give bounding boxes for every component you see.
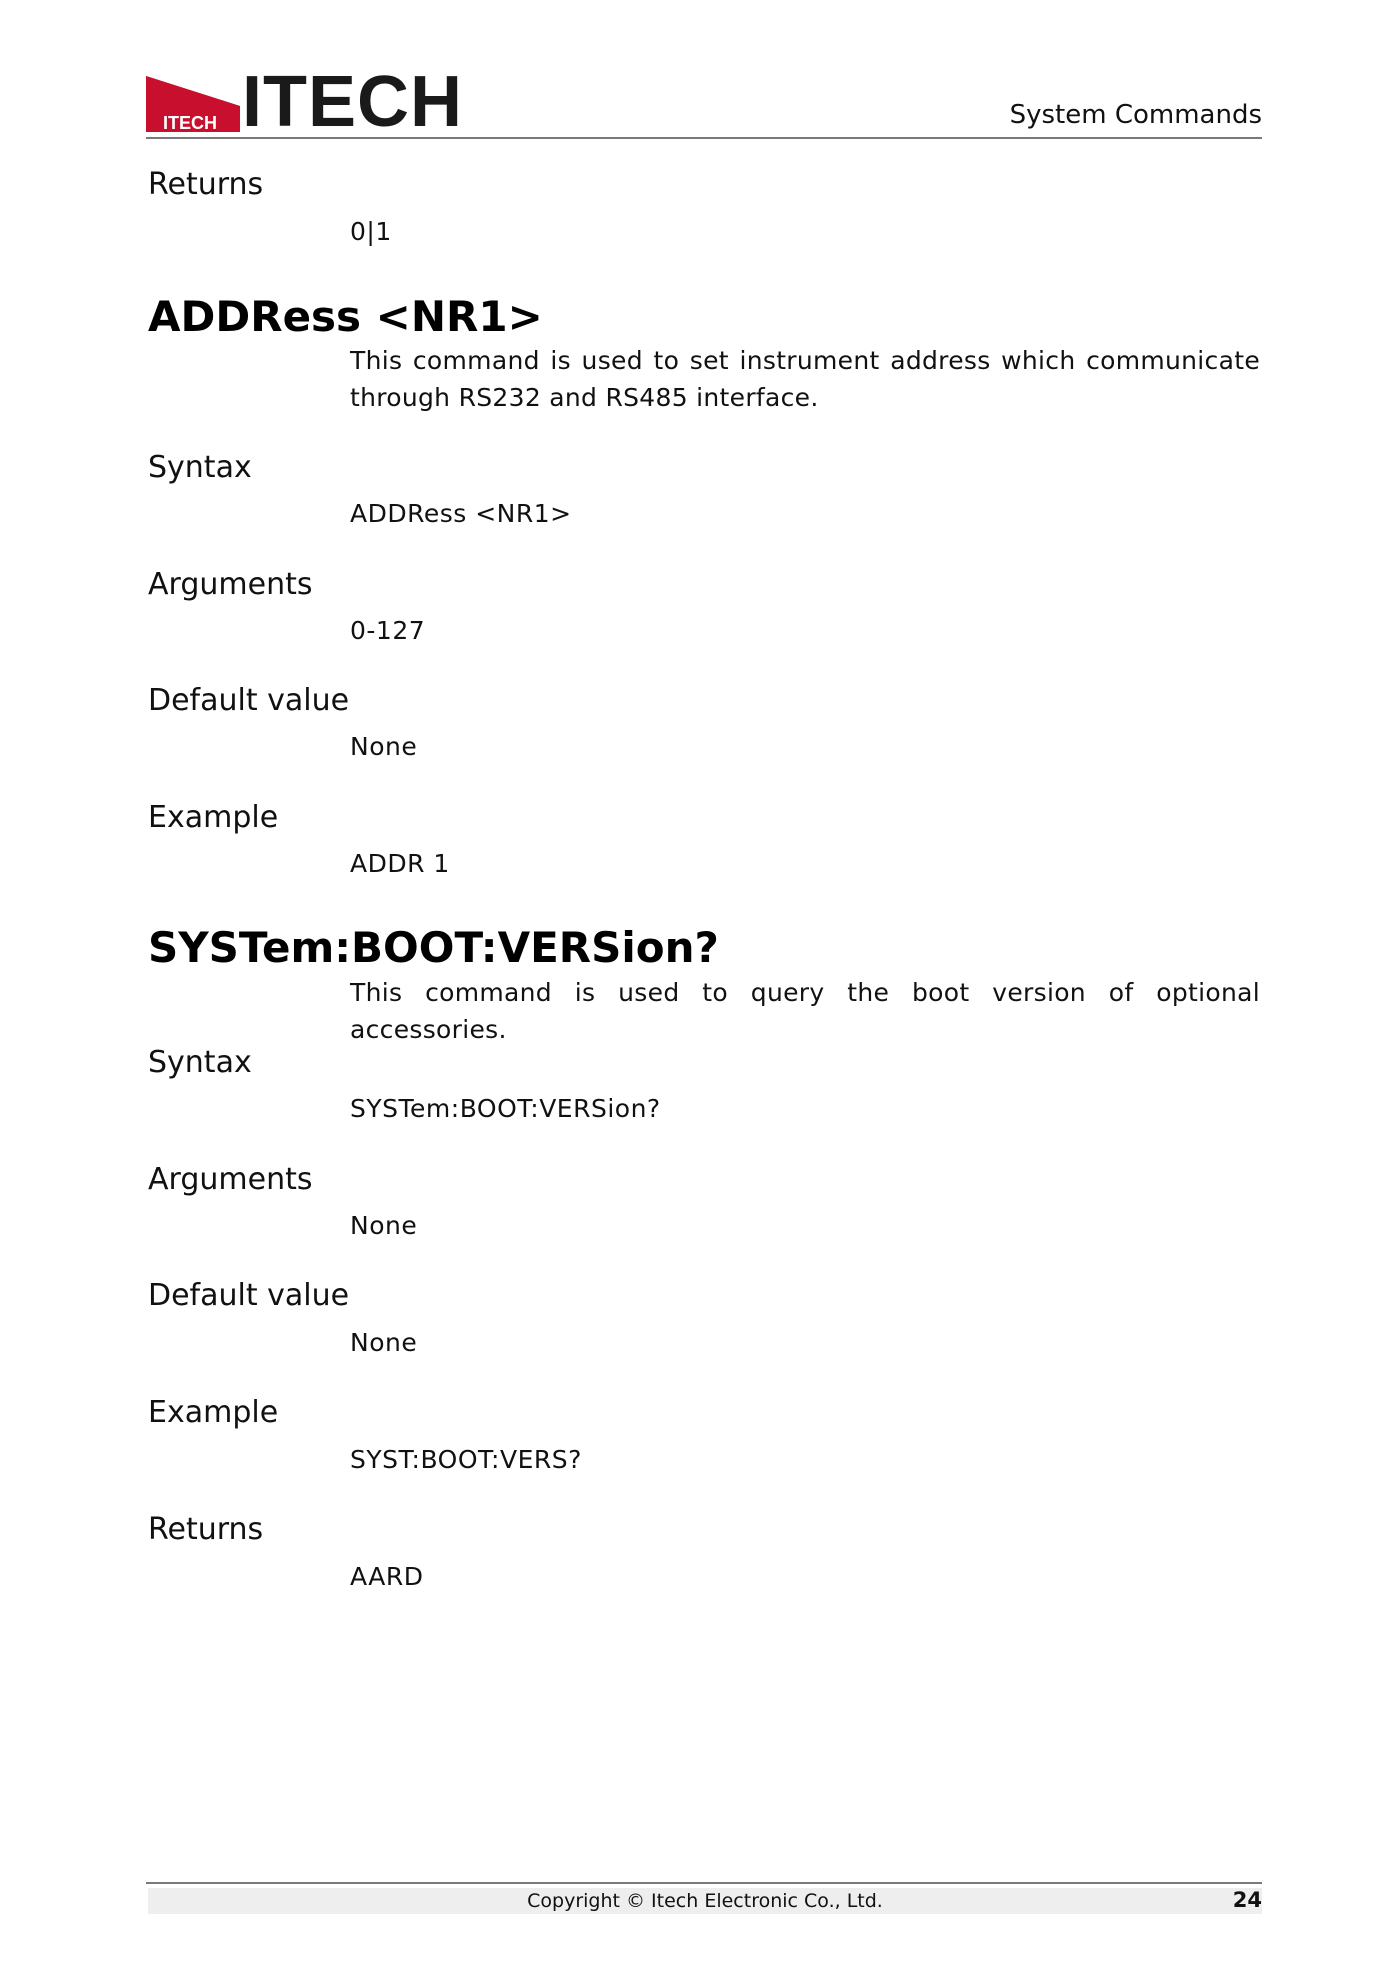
example-value: SYST:BOOT:VERS? xyxy=(350,1445,582,1474)
logo-small-text: ITECH xyxy=(163,113,217,132)
itech-logo-mark-icon xyxy=(146,76,240,132)
returns-value: 0|1 xyxy=(350,217,392,246)
header-divider xyxy=(146,137,1262,139)
default-value: None xyxy=(350,732,418,761)
arguments-value: 0-127 xyxy=(350,616,426,645)
syntax-label: Syntax xyxy=(148,450,252,485)
command-title: ADDRess <NR1> xyxy=(148,292,543,341)
syntax-value: SYSTem:BOOT:VERSion? xyxy=(350,1094,661,1123)
footer-copyright: Copyright © Itech Electronic Co., Ltd. xyxy=(527,1890,883,1912)
command-description: This command is used to set instrument address which communicate through RS232 and RS485 interface. xyxy=(350,346,1260,412)
example-label: Example xyxy=(148,1395,279,1430)
syntax-value: ADDRess <NR1> xyxy=(350,499,572,528)
footer-divider xyxy=(146,1882,1262,1884)
page-number: 24 xyxy=(1232,1888,1262,1912)
default-value-label: Default value xyxy=(148,683,350,718)
syntax-label: Syntax xyxy=(148,1045,252,1080)
default-value: None xyxy=(350,1328,418,1357)
command-description: This command is used to query the boot version of optional accessories. xyxy=(350,978,1260,1044)
returns-label: Returns xyxy=(148,1512,264,1547)
arguments-label: Arguments xyxy=(148,567,313,602)
default-value-label: Default value xyxy=(148,1278,350,1313)
returns-value: AARD xyxy=(350,1562,424,1591)
returns-label: Returns xyxy=(148,167,264,202)
logo-wordmark: ITECH xyxy=(242,62,463,142)
command-title: SYSTem:BOOT:VERSion? xyxy=(148,923,719,972)
arguments-label: Arguments xyxy=(148,1162,313,1197)
example-value: ADDR 1 xyxy=(350,849,450,878)
page-header xyxy=(146,62,1262,142)
arguments-value: None xyxy=(350,1211,418,1240)
example-label: Example xyxy=(148,800,279,835)
header-section-title: System Commands xyxy=(1009,100,1262,130)
itech-logo xyxy=(146,62,466,142)
